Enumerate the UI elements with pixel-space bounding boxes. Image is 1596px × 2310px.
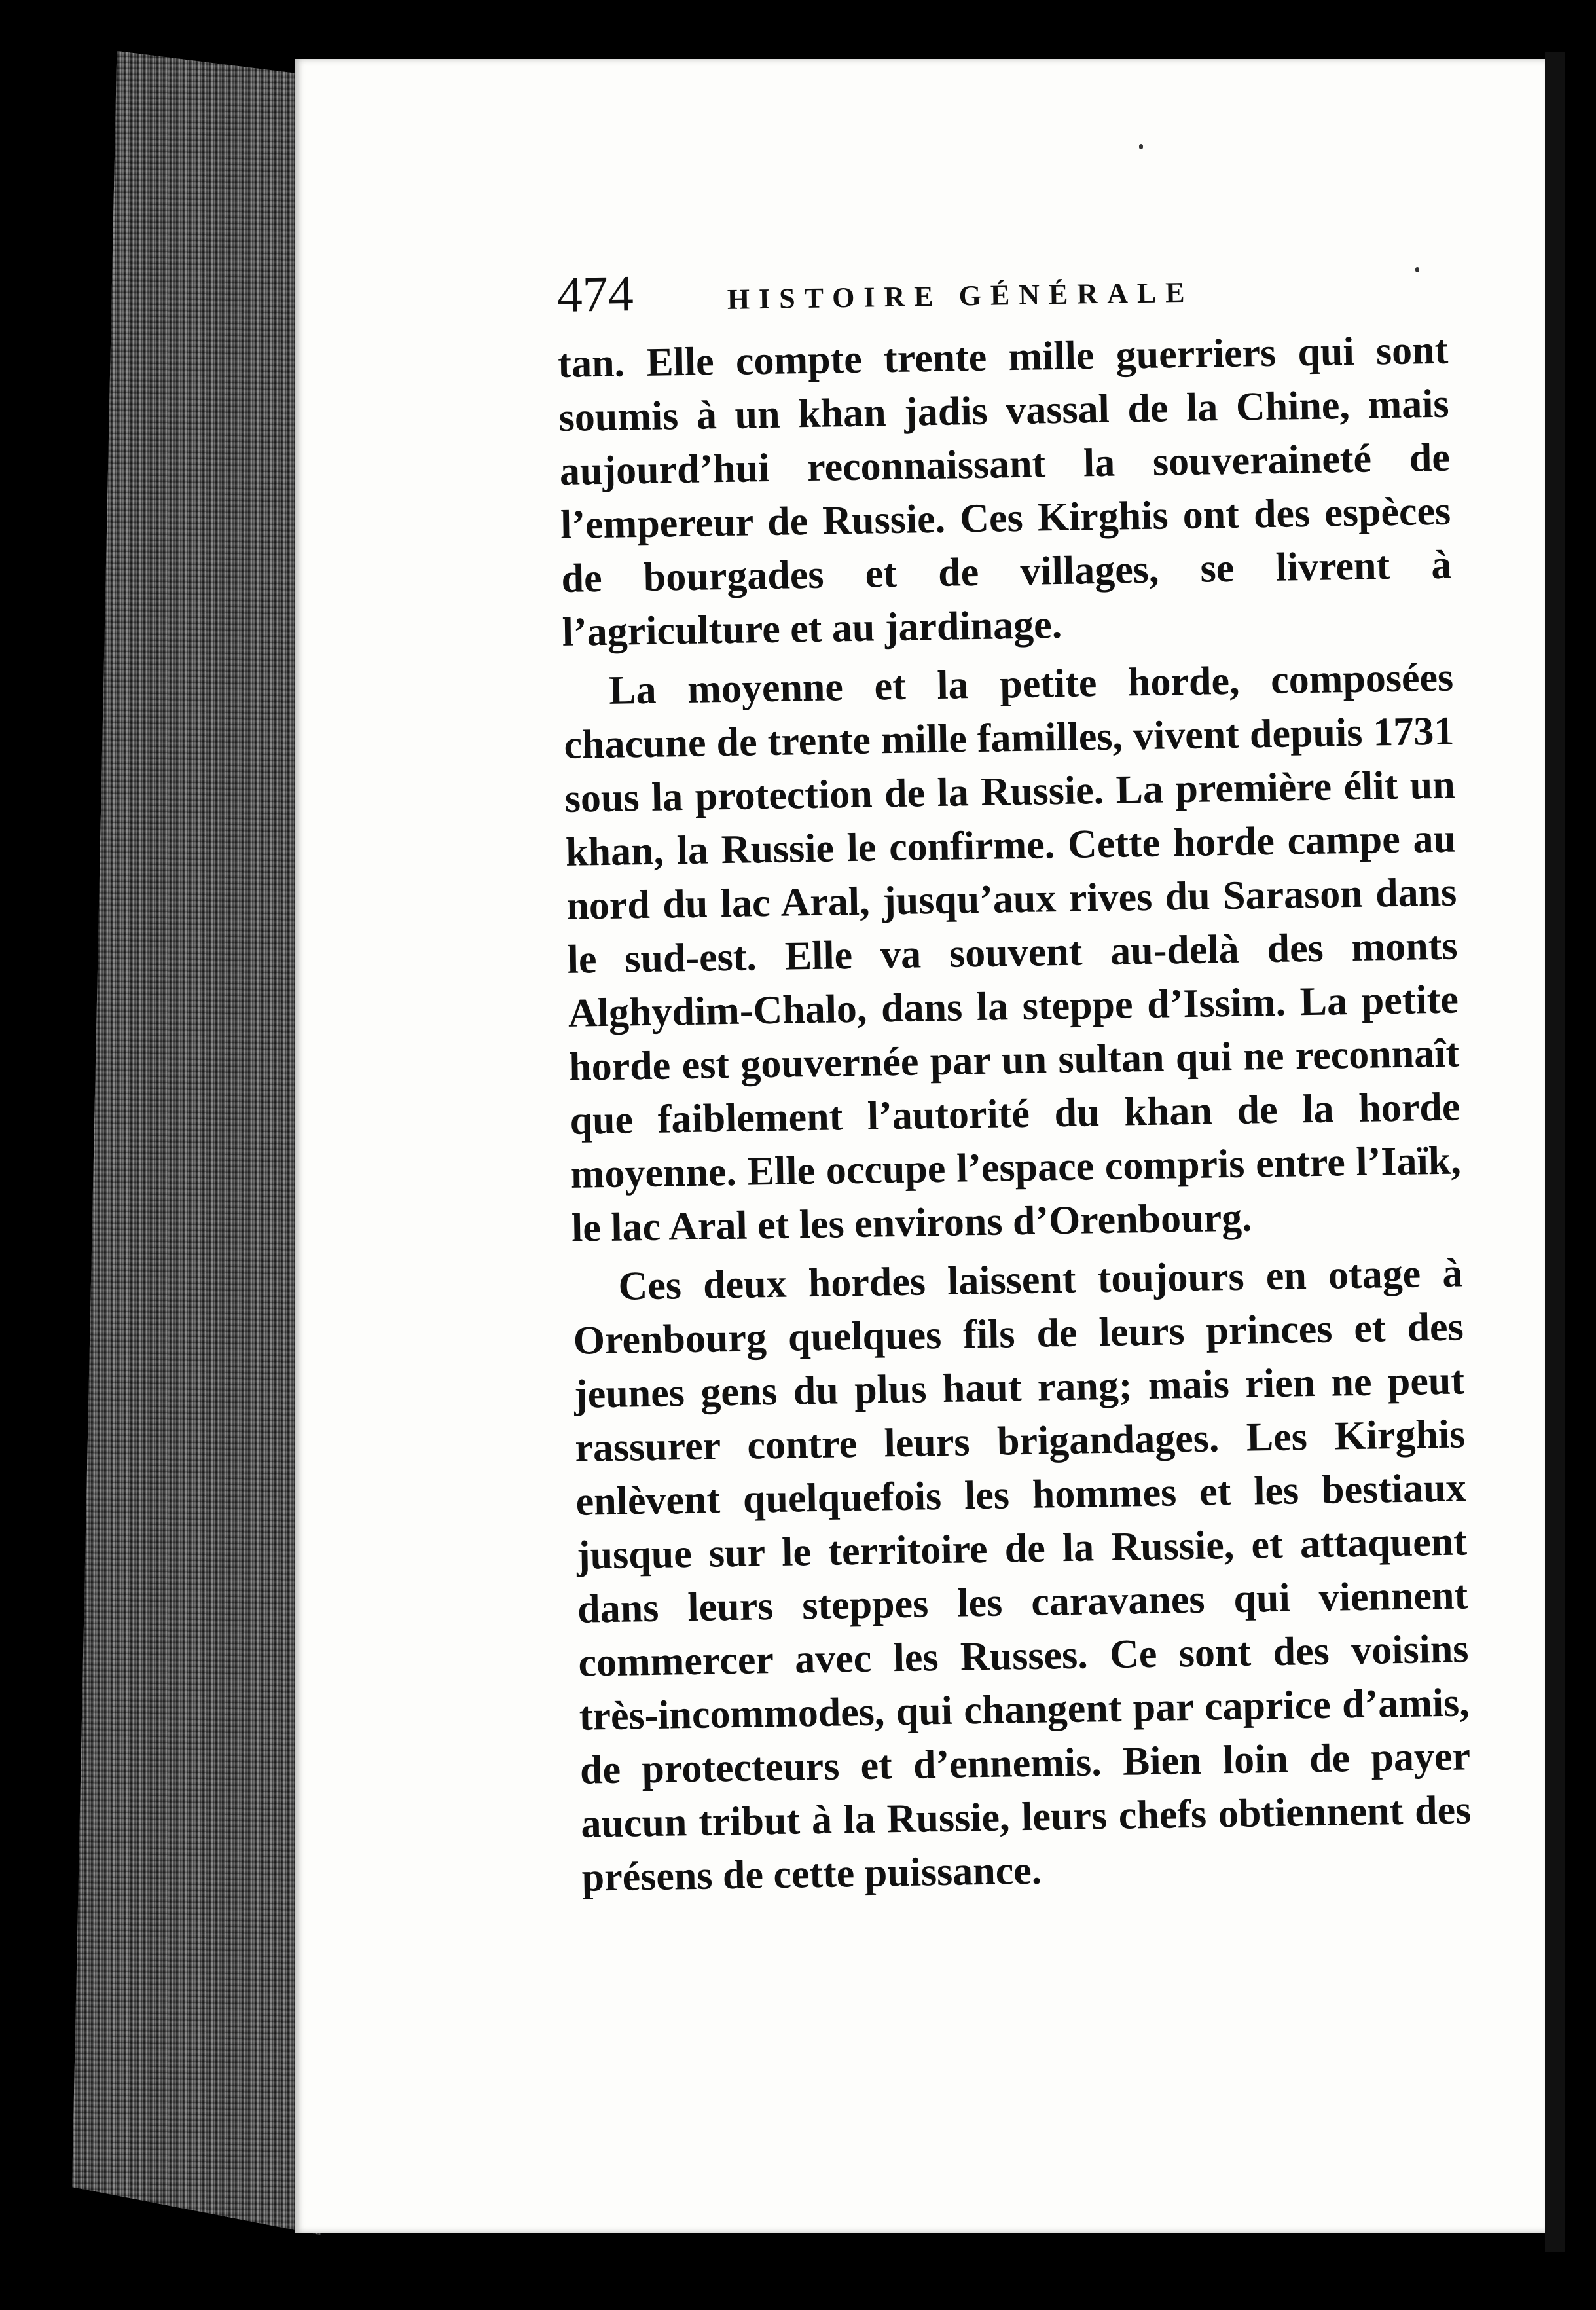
text-block <box>556 251 1472 1905</box>
book-page-edges <box>72 50 321 2235</box>
page-number: 474 <box>556 265 634 323</box>
paper-speck <box>1139 144 1143 149</box>
body-text <box>558 323 1472 1905</box>
binding-edge <box>1545 52 1565 2252</box>
running-head-title: HISTOIRE GÉNÉRALE <box>727 276 1194 316</box>
paragraph: Ces deux hordes laissent toujours en otage à Orenbourg quelques fils de leurs princes et des jeunes gens du plus haut rang; mais rien ne peut rassurer contre leurs brigandages. Les Kirghis enlèvent quelquefois les hommes et les bestiaux jusque sur le territoire de la Russie, et attaquent dans leurs steppes les caravanes qui viennent commercer avec les Russes. Ce sont des voisins très-incommodes, qui changent par caprice d’amis, de protecteurs et d’ennemis. Bien loin de payer aucun tribut à la Russie, leurs chefs obtiennent des présens de cette puissance. <box>573 1251 1472 1900</box>
paragraph: La moyenne et la petite horde, composées chacune de trente mille familles, vivent depuis 1731 sous la protection de la Russie. La première élit un khan, la Russie le confirme. Cette horde campe au nord du lac Aral, jusqu’aux rives du Sarason dans le sud-est. Elle va souvent au-delà des monts Alghydim-Chalo, dans la steppe d’Issim. La petite horde est gouvernée par un sultan qui ne reconnaît que faiblement l’autorité du khan de la horde moyenne. Elle occupe l’espace compris entre l’Iaïk, le lac Aral et les environs d’Orenbourg. <box>563 655 1462 1251</box>
running-head <box>556 251 1448 337</box>
paragraph-continued: tan. Elle compte trente mille guerriers qui sont soumis à un khan jadis vassal de la Chine, mais aujourd’hui reconnaissant la souveraineté de l’empereur de Russie. Ces Kirghis ont des espèces de bourgades et de villages, se livrent à l’agriculture et au jardinage. <box>557 327 1452 655</box>
